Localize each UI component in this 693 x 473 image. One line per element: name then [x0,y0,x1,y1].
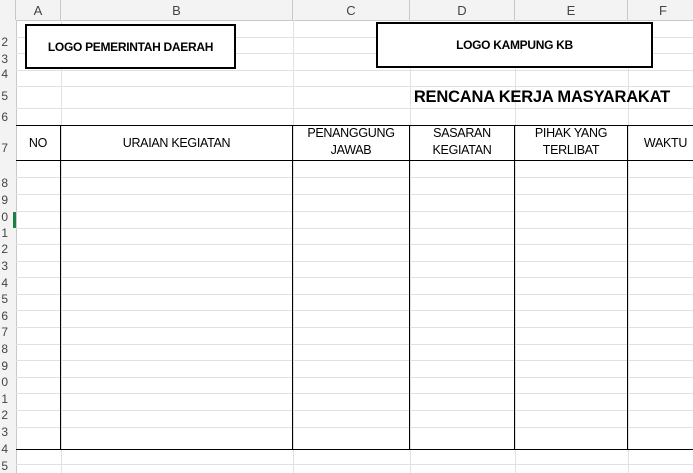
row-header[interactable]: 5 [1,292,8,306]
row-header[interactable]: 9 [1,193,8,207]
row-header[interactable]: 1 [1,226,8,240]
grid-line [16,360,693,361]
grid-line [16,108,693,109]
logo-pemerintah-label: LOGO PEMERINTAH DAERAH [47,39,214,54]
grid-line [16,211,693,212]
row-header-bar [0,20,17,473]
row-header[interactable]: 8 [1,342,8,356]
row-header[interactable]: 5 [1,89,8,103]
row-header[interactable]: 6 [1,309,8,323]
header-no-label: NO [28,135,48,150]
header-pihak-line2: TERLIBAT [542,143,600,157]
grid-line [61,20,62,473]
row-header[interactable]: 3 [1,259,8,273]
row-header[interactable]: 4 [1,276,8,290]
header-sasaran-kegiatan[interactable] [410,124,514,160]
grid-line [16,310,693,311]
row-header[interactable]: 0 [1,210,8,224]
grid-line [16,377,693,378]
table-col-border [292,125,293,450]
header-uraian-kegiatan[interactable] [61,126,292,160]
row-header[interactable]: 3 [1,425,8,439]
logo-kampung-box[interactable] [376,22,653,68]
page-title: RENCANA KERJA MASYARAKAT [413,88,670,106]
grid-line [16,327,693,328]
row-header[interactable]: 0 [1,375,8,389]
header-penanggung-line2: JAWAB [330,143,372,157]
column-header-bar [0,0,693,21]
grid-line [16,228,693,229]
grid-line [16,410,693,411]
row-header[interactable]: 4 [1,67,8,81]
header-sasaran-line2: KEGIATAN [432,143,492,157]
grid-line [293,20,294,473]
header-uraian-label: URAIAN KEGIATAN [122,135,231,150]
grid-line [16,244,693,245]
grid-line [16,194,693,195]
table-header-bottom-border [16,160,693,161]
logo-kampung-label: LOGO KAMPUNG KB [456,38,573,52]
row-header[interactable]: 9 [1,359,8,373]
table-col-border [60,125,61,450]
header-penanggung-line1: PENANGGUNG [307,126,395,140]
grid-line [16,393,693,394]
row-header[interactable]: 6 [1,110,8,124]
table-col-border [409,125,410,450]
row-header[interactable]: 3 [1,52,8,66]
grid-line [16,177,693,178]
header-waktu-label: WAKTU [643,135,688,150]
grid-line [16,277,693,278]
row-header[interactable]: 7 [1,141,8,155]
row-header[interactable]: 1 [1,392,8,406]
column-header-b[interactable]: B [61,0,293,20]
grid-line [16,427,693,428]
table-col-border [627,125,628,450]
header-waktu[interactable] [628,126,693,160]
header-pihak-terlibat[interactable] [515,124,627,160]
active-row-indicator [13,212,16,228]
row-header[interactable]: 2 [1,408,8,422]
column-header-d[interactable]: D [410,0,515,20]
select-all-corner[interactable] [0,0,16,20]
row-header[interactable]: 2 [1,242,8,256]
logo-pemerintah-box[interactable] [25,24,236,69]
row-header[interactable]: 4 [1,442,8,456]
grid-line [16,261,693,262]
header-pihak-line1: PIHAK YANG [534,126,608,140]
header-penanggung-jawab[interactable] [293,124,409,160]
column-header-e[interactable]: E [515,0,628,20]
table-col-border [514,125,515,450]
grid-line [16,294,693,295]
column-header-f[interactable]: F [659,3,667,18]
table-bottom-border [16,449,693,450]
row-header[interactable]: 2 [1,35,8,49]
column-header-c[interactable]: C [293,0,410,20]
header-sasaran-line1: SASARAN [433,126,491,140]
grid-line [16,344,693,345]
row-header[interactable]: 8 [1,176,8,190]
grid-line [16,70,693,71]
header-no[interactable] [16,126,60,160]
column-header-a[interactable]: A [16,0,61,20]
row-header[interactable]: 5 [1,459,8,473]
row-header[interactable]: 7 [1,325,8,339]
grid-line [16,464,693,465]
